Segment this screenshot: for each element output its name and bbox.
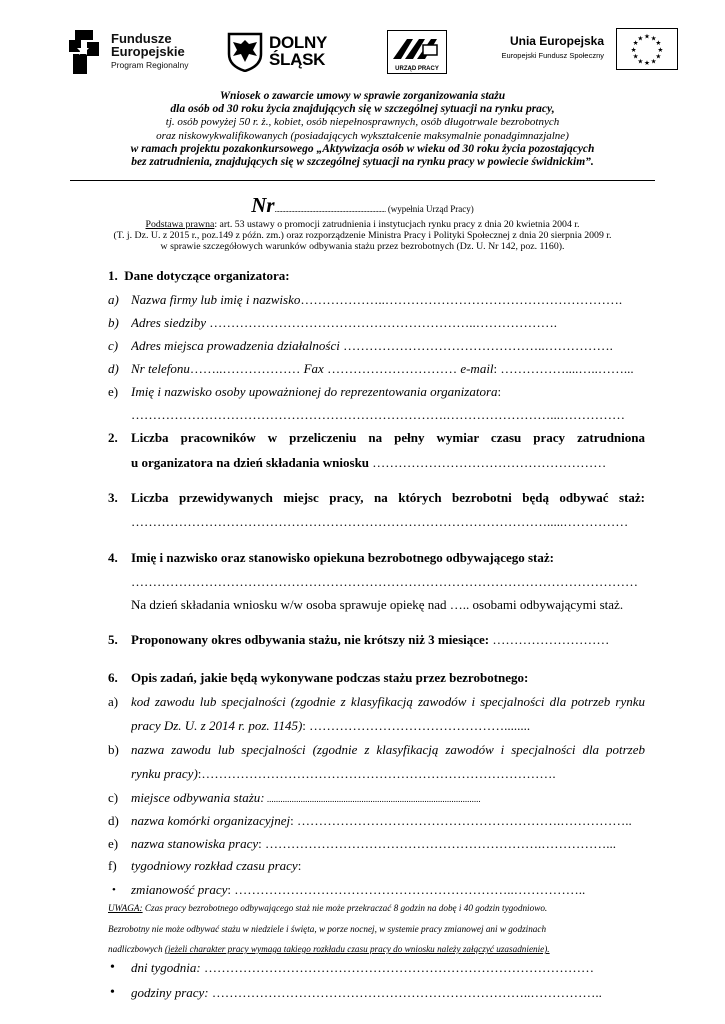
s6-code-line2: pracy Dz. U. z 2014 r. poz. 1145) — [131, 718, 303, 733]
s6-days-row — [131, 960, 645, 976]
section-2-field[interactable]: ……………………………………………… — [372, 455, 607, 470]
s6-place-row — [131, 790, 645, 807]
s6-shifts-label: zmianowość pracy — [131, 882, 228, 897]
document-title — [70, 90, 655, 169]
fe-line1: Fundusze — [111, 31, 172, 46]
section-1-title: Dane dotyczące organizatora: — [124, 268, 290, 283]
legal-line2: (T. j. Dz. U. z 2015 r., poz.149 z późn. zm.) oraz rozporządzenie Ministra Pracy i Polityki Społecznej z dnia 20 sierpnia 2009 r. — [113, 230, 612, 241]
title-line5: w ramach projektu pozakonkursowego „Aktywizacja osób w wieku od 30 roku życia pozostających — [130, 142, 595, 155]
title-line3: tj. osób powyżej 50 r. ż., kobiet, osób niepełnosprawnych, osób długotrwale bezrobotnych — [165, 116, 560, 129]
s1-fax-label: Fax — [303, 361, 324, 376]
s1-representative-field[interactable]: ……………………………………………………………….……………………...…………… — [131, 407, 625, 422]
uwaga-line2: Bezrobotny nie może odbywać stażu w niedziele i święta, w porze nocnej, w systemie pracy zmianowej ani w godzinach — [108, 923, 547, 934]
s1-phone-field[interactable]: ……..……………… — [189, 361, 301, 376]
uwaga-note — [108, 898, 648, 960]
urzad-pracy-icon — [393, 35, 441, 61]
svg-text:★: ★ — [632, 52, 639, 61]
s6-label-b: b) — [108, 742, 119, 757]
s1-label-e: e) — [108, 384, 119, 399]
nr-hint: (wypełnia Urząd Pracy) — [387, 204, 474, 214]
legal-basis — [70, 219, 655, 252]
svg-text:★: ★ — [650, 34, 657, 43]
s6-schedule-colon: : — [297, 858, 302, 873]
ds-line1: DOLNY — [269, 33, 328, 52]
svg-text:★: ★ — [655, 39, 662, 48]
s6-hours-row — [131, 985, 645, 1001]
application-number — [0, 193, 725, 218]
s1-fax-field[interactable]: ………………………… — [327, 361, 458, 376]
s1-label-b: b) — [108, 315, 119, 330]
section-1-heading — [108, 268, 648, 284]
section-3-number: 3. — [108, 490, 118, 505]
s6-position-field[interactable]: : ……………………………………………………….……………... — [258, 836, 616, 851]
s1-business-address-label: Adres miejsca prowadzenia działalności — [131, 338, 340, 353]
s1-label-a: a) — [108, 292, 119, 307]
s1-seat-field[interactable]: ……………………………………………………..………………. — [209, 315, 557, 330]
svg-text:★: ★ — [637, 34, 644, 43]
s6-position-label: nazwa stanowiska pracy — [131, 836, 259, 851]
section-4-number: 4. — [108, 550, 118, 565]
section-3-field[interactable]: …………………………………………………………………………………….....…………… — [131, 514, 629, 529]
s1-contact-row — [131, 361, 645, 377]
s6-place-label: miejsce odbywania stażu: — [131, 790, 265, 805]
s1-label-d: d) — [108, 361, 119, 376]
s6-schedule-row — [131, 858, 645, 874]
s1-representative-label: Imię i nazwisko osoby upoważnionej do reprezentowania organizatora — [131, 384, 498, 399]
fundusze-europejskie-logo — [69, 28, 219, 78]
uwaga-line3b: (jeżeli charakter pracy wymaga takiego rozkładu czasu pracy do wniosku należy załączyć uzasadnienie). — [164, 944, 550, 954]
s6-label-f: f) — [108, 858, 117, 873]
uwaga-line1: Czas pracy bezrobotnego odbywającego staż nie może przekraczać 8 godzin na dobę i 40 godzin tygodniowo. — [142, 903, 548, 913]
bullet-icon: • — [110, 985, 115, 1000]
section-2-line2: u organizatora na dzień składania wniosku — [131, 455, 370, 470]
ds-line2: ŚLĄSK — [269, 50, 326, 69]
ue-line1: Unia Europejska — [509, 34, 604, 48]
s1-business-address-field[interactable]: ………………………………………..……………. — [343, 338, 613, 353]
s1-label-c: c) — [108, 338, 119, 353]
section-5-field[interactable]: ……………………… — [492, 632, 610, 647]
s6-hours-field[interactable]: ………………………………………………………………..…………….. — [208, 985, 602, 1000]
s6-unit-label: nazwa komórki organizacyjnej — [131, 813, 291, 828]
logo-bar — [64, 24, 679, 80]
svg-text:★: ★ — [655, 52, 662, 61]
svg-text:★: ★ — [630, 45, 637, 54]
s6-unit-row — [131, 813, 645, 829]
ue-text — [494, 34, 604, 60]
section-5-row — [131, 632, 645, 648]
s6-place-field[interactable]: ............................................................................................... — [264, 794, 481, 804]
s6-position-row — [131, 836, 645, 852]
svg-text:★: ★ — [644, 59, 650, 68]
fe-line2: Europejskie — [111, 44, 185, 59]
svg-text:★: ★ — [632, 39, 639, 48]
svg-text:★: ★ — [657, 45, 664, 54]
nr-field[interactable]: .......................................................................... — [274, 205, 386, 214]
urzad-pracy-label: URZĄD PRACY — [395, 66, 439, 72]
s6-label-c: c) — [108, 790, 119, 805]
bullet-icon: • — [112, 884, 116, 896]
svg-text:★: ★ — [644, 32, 650, 41]
s1-seat-label: Adres siedziby — [131, 315, 206, 330]
s6-profession-line1: nazwa zawodu lub specjalności (zgodnie z klasyfikacją zawodów i specjalności dla potrzeb — [131, 742, 645, 757]
uwaga-line3a: nadliczbowych — [108, 944, 165, 954]
section-6-title: Opis zadań, jakie będą wykonywane podczas stażu przez bezrobotnego: — [131, 670, 529, 685]
s1-representative-colon: : — [497, 384, 502, 399]
s6-shifts-row — [131, 882, 645, 898]
nr-label: Nr — [251, 193, 275, 217]
s1-phone-label: Nr telefonu — [131, 361, 190, 376]
s6-unit-field[interactable]: : …………………………………………………….…………….. — [290, 813, 632, 828]
ue-line2: Europejski Fundusz Społeczny — [501, 51, 604, 60]
s6-hours-label: godziny pracy: — [131, 985, 209, 1000]
title-divider — [70, 180, 655, 181]
svg-text:★: ★ — [650, 57, 657, 66]
section-3-line1: Liczba przewidywanych miejsc pracy, na których bezrobotni będą odbywać staż: — [131, 490, 645, 505]
title-line1: Wniosek o zawarcie umowy w sprawie zorganizowania stażu — [219, 90, 506, 102]
legal-line3: w sprawie szczegółowych warunków odbywania stażu przez bezrobotnych (Dz. U. Nr 142, poz. 1160). — [160, 241, 565, 252]
s1-email-field[interactable]: : ……………....…..……... — [493, 361, 634, 376]
s6-shifts-field[interactable]: : ………………………………………………………..…………….. — [227, 882, 586, 897]
s6-code-field[interactable]: : ………………………………………........ — [302, 718, 531, 733]
s6-label-e: e) — [108, 836, 119, 851]
section-5-number: 5. — [108, 632, 118, 647]
section-6-number: 6. — [108, 670, 118, 685]
dolny-slask-logo — [227, 32, 357, 76]
fe-star-icon — [69, 30, 99, 74]
s1-company-name-field[interactable]: ………………..………………………………………………. — [300, 292, 623, 307]
s6-schedule-label: tygodniowy rozkład czasu pracy — [131, 858, 298, 873]
s1-email-label: e-mail — [460, 361, 494, 376]
legal-line1: : art. 53 ustawy o promocji zatrudnienia i instytucjach rynku pracy z dnia 20 kwietnia 2004 r. — [214, 219, 580, 230]
s6-code-row2 — [131, 718, 645, 734]
section-2-row2 — [131, 455, 645, 471]
section-5-title: Proponowany okres odbywania stażu, nie krótszy niż 3 miesiące: — [131, 632, 490, 647]
title-line2: dla osób od 30 roku życia znajdujących się w szczególnej sytuacji na rynku pracy, — [170, 103, 555, 116]
uwaga-label: UWAGA: — [108, 903, 143, 913]
s1-business-address-row — [131, 338, 645, 354]
s6-profession-row2 — [131, 766, 645, 782]
s6-profession-field[interactable]: :………………………………………………………………………. — [197, 766, 556, 781]
s1-company-name-label: Nazwa firmy lub imię i nazwisko — [131, 292, 301, 307]
s6-days-label: dni tygodnia: — [131, 960, 201, 975]
urzad-pracy-logo — [387, 30, 447, 74]
s6-label-a: a) — [108, 694, 119, 709]
s6-profession-line2: rynku pracy) — [131, 766, 198, 781]
title-line4: oraz niskowykwalifikowanych (posiadających wykształcenie maksymalnie ponadgimnazjalne) — [156, 129, 569, 142]
svg-text:★: ★ — [637, 57, 644, 66]
s1-representative-row — [131, 384, 645, 400]
section-4-note: Na dzień składania wniosku w/w osoba sprawuje opiekę nad ….. osobami odbywającymi staż. — [131, 597, 624, 612]
title-line6: bez zatrudnienia, znajdujących się w szczególnej sytuacji na rynku pracy w powiecie świdnickim”. — [131, 156, 594, 169]
s6-code-line1: kod zawodu lub specjalności (zgodnie z klasyfikacją zawodów i specjalności dla potrzeb rynku — [131, 694, 645, 709]
fe-line3: Program Regionalny — [111, 60, 189, 70]
bullet-icon: • — [110, 960, 115, 975]
s1-seat-row — [131, 315, 645, 331]
section-2-number: 2. — [108, 430, 118, 445]
eu-flag-icon — [616, 28, 678, 70]
eagle-shield-icon — [227, 32, 263, 72]
legal-basis-label: Podstawa prawna — [145, 219, 215, 230]
section-2-line1: Liczba pracowników w przeliczeniu na pełny wymiar czasu pracy zatrudniona — [131, 430, 645, 445]
section-1-number: 1. — [108, 268, 118, 283]
s6-label-d: d) — [108, 813, 119, 828]
s6-days-field[interactable]: ……………………………………………………………………………… — [200, 960, 594, 975]
section-4-line1: Imię i nazwisko oraz stanowisko opiekuna bezrobotnego odbywającego staż: — [131, 550, 554, 565]
section-4-field[interactable]: ……………………………………………………………………………………………………… — [131, 574, 638, 589]
s1-company-name-row — [131, 292, 645, 308]
